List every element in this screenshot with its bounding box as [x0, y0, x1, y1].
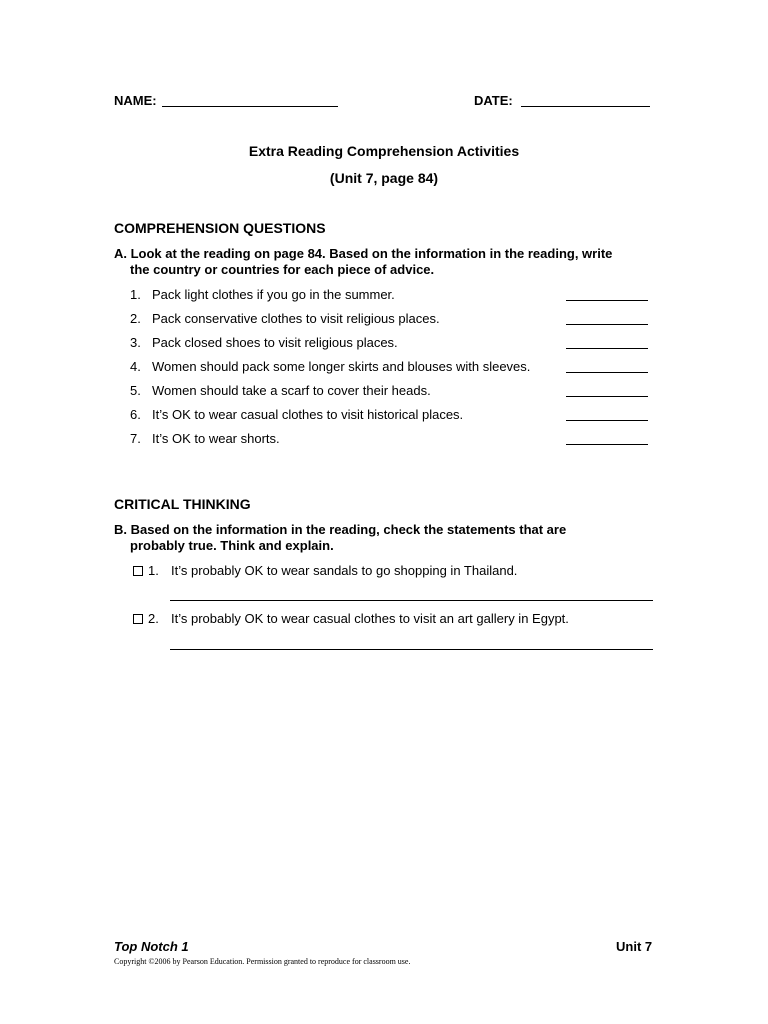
section-a-instruction-2: the country or countries for each piece of advice.: [130, 262, 435, 277]
question-text: Pack light clothes if you go in the summer.: [152, 287, 395, 302]
checkbox[interactable]: [133, 566, 143, 576]
explanation-line[interactable]: [170, 649, 653, 650]
question-text: Pack conservative clothes to visit religious places.: [152, 311, 440, 326]
question-text: Pack closed shoes to visit religious places.: [152, 335, 398, 350]
question-text: Women should take a scarf to cover their heads.: [152, 383, 431, 398]
page-subtitle: (Unit 7, page 84): [329, 170, 439, 186]
statement-number: 1.: [148, 563, 159, 578]
question-text: Women should pack some longer skirts and blouses with sleeves.: [152, 359, 531, 374]
question-number: 4.: [130, 359, 141, 374]
answer-blank[interactable]: [566, 372, 648, 373]
question-number: 6.: [130, 407, 141, 422]
footer-unit: Unit 7: [616, 939, 653, 954]
question-number: 5.: [130, 383, 141, 398]
question-number: 7.: [130, 431, 141, 446]
question-text: It’s OK to wear shorts.: [152, 431, 280, 446]
page-title: Extra Reading Comprehension Activities: [248, 143, 520, 159]
section-b-instruction-1: B. Based on the information in the reading, check the statements that are: [114, 522, 567, 537]
section-a-heading: COMPREHENSION QUESTIONS: [114, 220, 326, 236]
footer-book-title: Top Notch 1: [114, 939, 189, 954]
question-number: 3.: [130, 335, 141, 350]
answer-blank[interactable]: [566, 348, 648, 349]
answer-blank[interactable]: [566, 324, 648, 325]
date-label: DATE:: [474, 93, 513, 108]
section-b-instruction-2: probably true. Think and explain.: [130, 538, 334, 553]
checkbox[interactable]: [133, 614, 143, 624]
statement-number: 2.: [148, 611, 159, 626]
answer-blank[interactable]: [566, 420, 648, 421]
question-number: 2.: [130, 311, 141, 326]
question-text: It’s OK to wear casual clothes to visit historical places.: [152, 407, 464, 422]
section-b-heading: CRITICAL THINKING: [114, 496, 251, 512]
question-number: 1.: [130, 287, 141, 302]
section-a-instruction-1: A. Look at the reading on page 84. Based on the information in the reading, write: [114, 246, 613, 261]
answer-blank[interactable]: [566, 300, 648, 301]
statement-text: It’s probably OK to wear sandals to go shopping in Thailand.: [171, 563, 518, 578]
answer-blank[interactable]: [566, 396, 648, 397]
date-field[interactable]: [521, 106, 650, 107]
answer-blank[interactable]: [566, 444, 648, 445]
copyright-notice: Copyright ©2006 by Pearson Education. Permission granted to reproduce for classroom use.: [114, 957, 411, 966]
statement-text: It’s probably OK to wear casual clothes to visit an art gallery in Egypt.: [171, 611, 569, 626]
name-field[interactable]: [162, 106, 338, 107]
name-label: NAME:: [114, 93, 157, 108]
explanation-line[interactable]: [170, 600, 653, 601]
